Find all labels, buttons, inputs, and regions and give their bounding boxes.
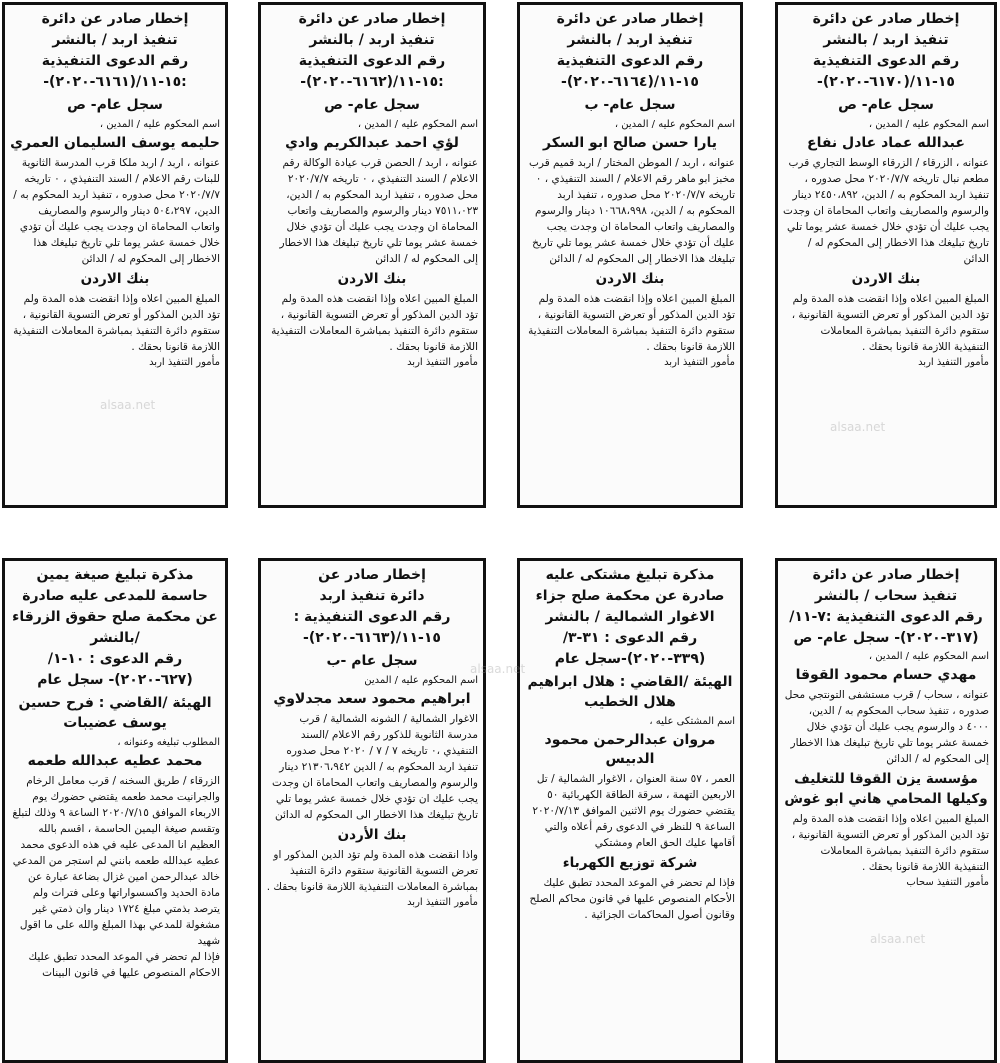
notice-head2: تنفيذ سحاب / بالنشر: [814, 588, 958, 604]
notice-body: الاغوار الشمالية / الشونه الشمالية / قرب مدرسة الثانوية للذكور رقم الاعلام /السند التنفيذي ،٠ تاريخه ٧ / ٧ / ٢٠٢٠ محل صدوره تنفيذ اربد المحكوم به / الدين ٢١٣٠٦،٩٤٢ دينار والرسوم والمصاريف واتعاب المحاماة ان وجدت يجب عليك ان تؤدي خلال خمسة عشر يوما تلي تاريخ تبليغك هذا الاخطار الى المحكوم له الدائن: [272, 713, 478, 821]
notice-record: الهيئة /القاضي : هلال ابراهيم هلال الخطيب: [527, 674, 733, 710]
notice-defendant: محمد عطيه عبدالله طعمه: [27, 753, 203, 769]
notice-footer: مأمور التنفيذ اربد: [664, 357, 735, 368]
notice-8: [2, 558, 228, 1063]
notice-defendant-label: اسم المحكوم عليه / المدين ،: [868, 651, 989, 662]
notice-head3: رقم الدعوى : ٣١-٣/: [562, 630, 698, 646]
notice-head1: إخطار صادر عن دائرة: [298, 11, 446, 27]
notice-body: عنوانه ، اربد / الحصن قرب عيادة الوكالة رقم الاعلام / السند التنفيذي ، ٠ تاريخه ٢٠٢٠/٧/٧ محل صدوره ، تنفيذ اربد المحكوم به / الدين، ٧٥١١،٠٢٣ دينار والرسوم والمصاريف واتعاب المحاماة ان وجدت يجب عليك أن تؤدي خلال خمسة عشر يوما تلي تاريخ تبليغك هذا الاخطار إلى المحكوم له / الدائن: [279, 157, 478, 265]
notice-1: [775, 2, 997, 508]
notice-creditor: بنك الاردن: [80, 271, 150, 287]
notice-body2: المبلغ المبين اعلاه وإذا انقضت هذه المدة ولم تؤد الدين المذكور أو تعرض التسوية القانونية ، ستقوم دائرة التنفيذ بمباشرة المعاملات التنفيذية اللازمة قانونا بحقك .: [13, 293, 220, 353]
notice-head1: إخطار صادر عن دائرة: [556, 11, 704, 27]
notice-record: سجل عام -ب: [326, 653, 418, 669]
notice-head2: تنفيذ اربد / بالنشر: [52, 32, 178, 48]
notice-footer: مأمور التنفيذ اربد: [149, 357, 220, 368]
notice-creditor: مؤسسة يزن القوقا للتغليف وكيلها المحامي هاني ابو غوش: [784, 771, 988, 807]
notice-defendant-label: اسم المحكوم عليه / المدين: [364, 675, 478, 686]
notice-record: سجل عام- ص: [324, 97, 420, 113]
notice-defendant-label: اسم المحكوم عليه / المدين ،: [99, 119, 220, 130]
notice-creditor: بنك الأردن: [337, 827, 407, 843]
notice-body: عنوانه ، اربد / الموطن المختار / اربد قميم قرب مخبز ابو ماهر رقم الاعلام / السند التنفيذي ، ٠ تاريخه ٢٠٢٠/٧/٧ محل صدوره ، تنفيذ اربد المحكوم به / الدين، ١٠٦٦٨،٩٩٨ دينار والرسوم والمصاريف واتعاب المحاماة ان وجدت يجب عليك أن تؤدي خلال خمسة عشر يوما تلي تاريخ تبليغك هذا الاخطار إلى المحكوم له / الدائن: [529, 157, 735, 265]
notice-head1: مذكرة تبليغ مشتكى عليه: [545, 567, 715, 583]
notice-body2: فإذا لم تحضر في الموعد المحدد تطبق عليك الاحكام المنصوص عليها في قانون البينات: [28, 951, 220, 979]
notice-footer: مأمور التنفيذ اربد: [407, 897, 478, 908]
notice-footer: مأمور التنفيذ اربد: [407, 357, 478, 368]
notice-record: سجل عام- ب: [584, 97, 676, 113]
notice-head4: (٦٢٧-٢٠٢٠)- سجل عام: [37, 672, 193, 688]
notice-head4: ١٥-١١/(٦١٦٣-٢٠٢٠)-: [303, 630, 441, 646]
notice-defendant-label: اسم المحكوم عليه / المدين ،: [868, 119, 989, 130]
notice-footer: مأمور التنفيذ اربد: [918, 357, 989, 368]
notice-creditor: شركة توزيع الكهرباء: [562, 855, 698, 871]
notice-body2: المبلغ المبين اعلاه وإذا انقضت هذه المدة ولم تؤد الدين المذكور أو تعرض التسوية القانونية ، ستقوم دائرة التنفيذ بمباشرة المعاملات التنفيذية اللازمة قانونا بحقك .: [791, 293, 989, 353]
notice-head4: :١٥-١١/(٦١٦٢-٢٠٢٠)-: [300, 74, 444, 90]
notice-4: [2, 2, 228, 508]
notice-defendant: يارا حسن صالح ابو السكر: [543, 135, 717, 151]
notice-creditor: بنك الاردن: [851, 271, 921, 287]
notice-head3: رقم الدعوى التنفيذية: [556, 53, 704, 69]
notice-footer: مأمور التنفيذ سحاب: [906, 877, 989, 888]
notice-defendant-label: اسم المشتكى عليه ،: [649, 716, 735, 727]
notice-head2: تنفيذ اربد / بالنشر: [309, 32, 435, 48]
notice-head1: إخطار صادر عن دائرة: [41, 11, 189, 27]
watermark: alsaa.net: [830, 420, 886, 434]
notice-defendant: حليمه يوسف السليمان العمري: [10, 135, 220, 151]
notice-defendant: عبدالله عماد عادل نفاع: [807, 135, 965, 151]
watermark: alsaa.net: [870, 932, 926, 946]
notice-head2: تنفيذ اربد / بالنشر: [823, 32, 949, 48]
notice-2: [517, 2, 743, 508]
notice-head3: رقم الدعوى : ١٠-١/: [47, 651, 183, 667]
notice-head3: رقم الدعوى التنفيذية: [298, 53, 446, 69]
notice-head3: رقم الدعوى التنفيذية :٧-١١/: [789, 609, 983, 625]
notice-head4: :١٥-١١/(٦١٦١-٢٠٢٠)-: [43, 74, 187, 90]
notice-head1: إخطار صادر عن دائرة: [812, 567, 960, 583]
notice-body: عنوانه ، سحاب / قرب مستشفى التونتجي محل صدوره ، تنفيذ سحاب المحكوم به / الدين، ٤٠٠٠ د والرسوم يجب عليك أن تؤدي خلال خمسة عشر يوما تلي تاريخ تبليغك هذا الاخطار إلى المحكوم له / الدائن: [784, 689, 989, 765]
notice-head3: رقم الدعوى التنفيذية: [41, 53, 189, 69]
notice-body2: فإذا لم تحضر في الموعد المحدد تطبق عليك الأحكام المنصوص عليها في قانون محاكم الصلح وقانون أصول المحاكمات الجزائية .: [529, 877, 735, 921]
notice-defendant-label: المطلوب تبليغه وعنوانه ،: [117, 737, 220, 748]
notice-defendant: لؤي احمد عبدالكريم وادي: [285, 135, 459, 151]
watermark: alsaa.net: [100, 398, 156, 412]
notice-body: عنوانه ، الزرقاء / الزرقاء الوسط التجاري قرب مطعم نبال تاريخه ٢٠٢٠/٧/٧ محل صدوره ، تنفيذ اربد المحكوم به / الدين، ٢٤٥٠،٨٩٢ دينار والرسوم والمصاريف واتعاب المحاماة ان وجدت يجب عليك أن تؤدي خلال خمسة عشر يوما تلي تاريخ تبليغك هذا الاخطار إلى المحكوم له / الدائن: [783, 157, 989, 265]
notice-6: [517, 558, 743, 1063]
notice-head4: (٣١٧-٢٠٢٠)- سجل عام- ص: [793, 630, 979, 646]
notice-record: الهيئة /القاضي : فرح حسين يوسف عضيبات: [18, 695, 212, 731]
notice-record: سجل عام- ص: [838, 97, 934, 113]
watermark: alsaa.net: [470, 662, 526, 676]
notice-head2: حاسمة للمدعى عليه صادرة عن محكمة صلح حقوق الزرقاء /بالنشر: [12, 588, 218, 646]
notice-defendant: ابراهيم محمود سعد مجدلاوي: [273, 691, 471, 707]
notice-defendant-label: اسم المحكوم عليه / المدين ،: [357, 119, 478, 130]
notice-defendant: مهدي حسام محمود القوقا: [795, 667, 977, 683]
notice-creditor: بنك الاردن: [595, 271, 665, 287]
notice-5: [775, 558, 997, 1063]
notice-creditor: بنك الاردن: [337, 271, 407, 287]
notice-body: العمر ، ٥٧ سنة العنوان ، الاغوار الشمالية / تل الاربعين التهمة ، سرقة الطاقة الكهربائية ٥٠ يقتضي حضورك يوم الاثنين الموافق ٢٠٢٠/٧/١٣ الساعة ٩ للنظر في الدعوى رقم أعلاه والتي أقامها عليك الحق العام ومشتكي: [532, 773, 735, 849]
notice-body: الزرقاء / طريق السخنه / قرب معامل الرخام والجرانيت محمد طعمه يقتضي حضورك يوم الاربعاء الموافق ٢٠٢٠/٧/١٥ الساعة ٩ وذلك لتبلغ وتقسم صيغة اليمين الحاسمة ، اقسم بالله العظيم انا المدعى عليه في هذه الدعوى محمد عطيه عبدالله طعمه بانني لم استجر من المدعي خالد عبدالرحمن امين غزال بضاعة عبارة عن مادة الحديد واكسسواراتها وعلى فترات ولم يترصد بذمتي مبلغ ١٧٢٤ دينار وان ذمتي غير مشغولة للمدعي بهذا المبلغ والله على ما اقول شهيد: [12, 775, 220, 947]
notice-3: [258, 2, 486, 508]
notice-body2: المبلغ المبين اعلاه وإذا انقضت هذه المدة ولم تؤد الدين المذكور أو تعرض التسوية القانونية ، ستقوم دائرة التنفيذ بمباشرة المعاملات التنفيذية اللازمة قانونا بحقك .: [271, 293, 478, 353]
notice-body2: المبلغ المبين اعلاه وإذا انقضت هذه المدة ولم تؤد الدين المذكور أو تعرض التسوية القانونية ، ستقوم دائرة التنفيذ بمباشرة المعاملات التنفيذية اللازمة قانونا بحقك .: [528, 293, 735, 353]
notice-7: [258, 558, 486, 1063]
notice-defendant-label: اسم المحكوم عليه / المدين ،: [614, 119, 735, 130]
notice-head2: صادرة عن محكمة صلح جزاء الاغوار الشمالية / بالنشر: [535, 588, 725, 625]
notice-head2: تنفيذ اربد / بالنشر: [567, 32, 693, 48]
notice-head4: ١٥-١١/(٦١٦٤-٢٠٢٠)-: [561, 74, 699, 90]
notice-body: عنوانه ، اربد / اربد ملكا قرب المدرسة الثانوية للبنات رقم الاعلام / السند التنفيذي ، ٠ تاريخه ٢٠٢٠/٧/٧ محل صدوره ، تنفيذ اربد المحكوم به / الدين، ٥٠٤،٢٩٧ دينار والرسوم والمصاريف واتعاب المحاماة ان وجدت يجب عليك أن تؤدي خلال خمسة عشر يوما تلي تاريخ تبليغك هذا الاخطار إلى المحكوم له / الدائن: [13, 157, 220, 265]
notice-head1: مذكرة تبليغ صيغة يمين: [36, 567, 194, 583]
notice-head4: (٣٣٩-٢٠٢٠)-سجل عام: [554, 651, 706, 667]
notice-record: سجل عام- ص: [67, 97, 163, 113]
notice-head2: دائرة تنفيذ اربد: [319, 588, 425, 604]
notice-head3: رقم الدعوى التنفيذية :: [293, 609, 451, 625]
notice-defendant: مروان عبدالرحمن محمود الدبيس: [544, 732, 716, 767]
notice-head4: ١٥-١١/(٦١٧٠-٢٠٢٠)-: [817, 74, 955, 90]
notice-head1: إخطار صادر عن دائرة: [812, 11, 960, 27]
notice-body2: المبلغ المبين اعلاه وإذا انقضت هذه المدة ولم تؤد الدين المذكور أو تعرض التسوية القانونية ، ستقوم دائرة التنفيذ بمباشرة المعاملات التنفيذية اللازمة قانونا بحقك .: [791, 813, 989, 873]
notice-body2: واذا انقضت هذه المدة ولم تؤد الدين المذكور او تعرض التسوية القانونية ستقوم دائرة التنفيذ بمباشرة المعاملات التنفيذية اللازمة قانونا بحقك .: [266, 849, 478, 893]
notice-head3: رقم الدعوى التنفيذية: [812, 53, 960, 69]
notice-head1: إخطار صادر عن: [318, 567, 426, 583]
